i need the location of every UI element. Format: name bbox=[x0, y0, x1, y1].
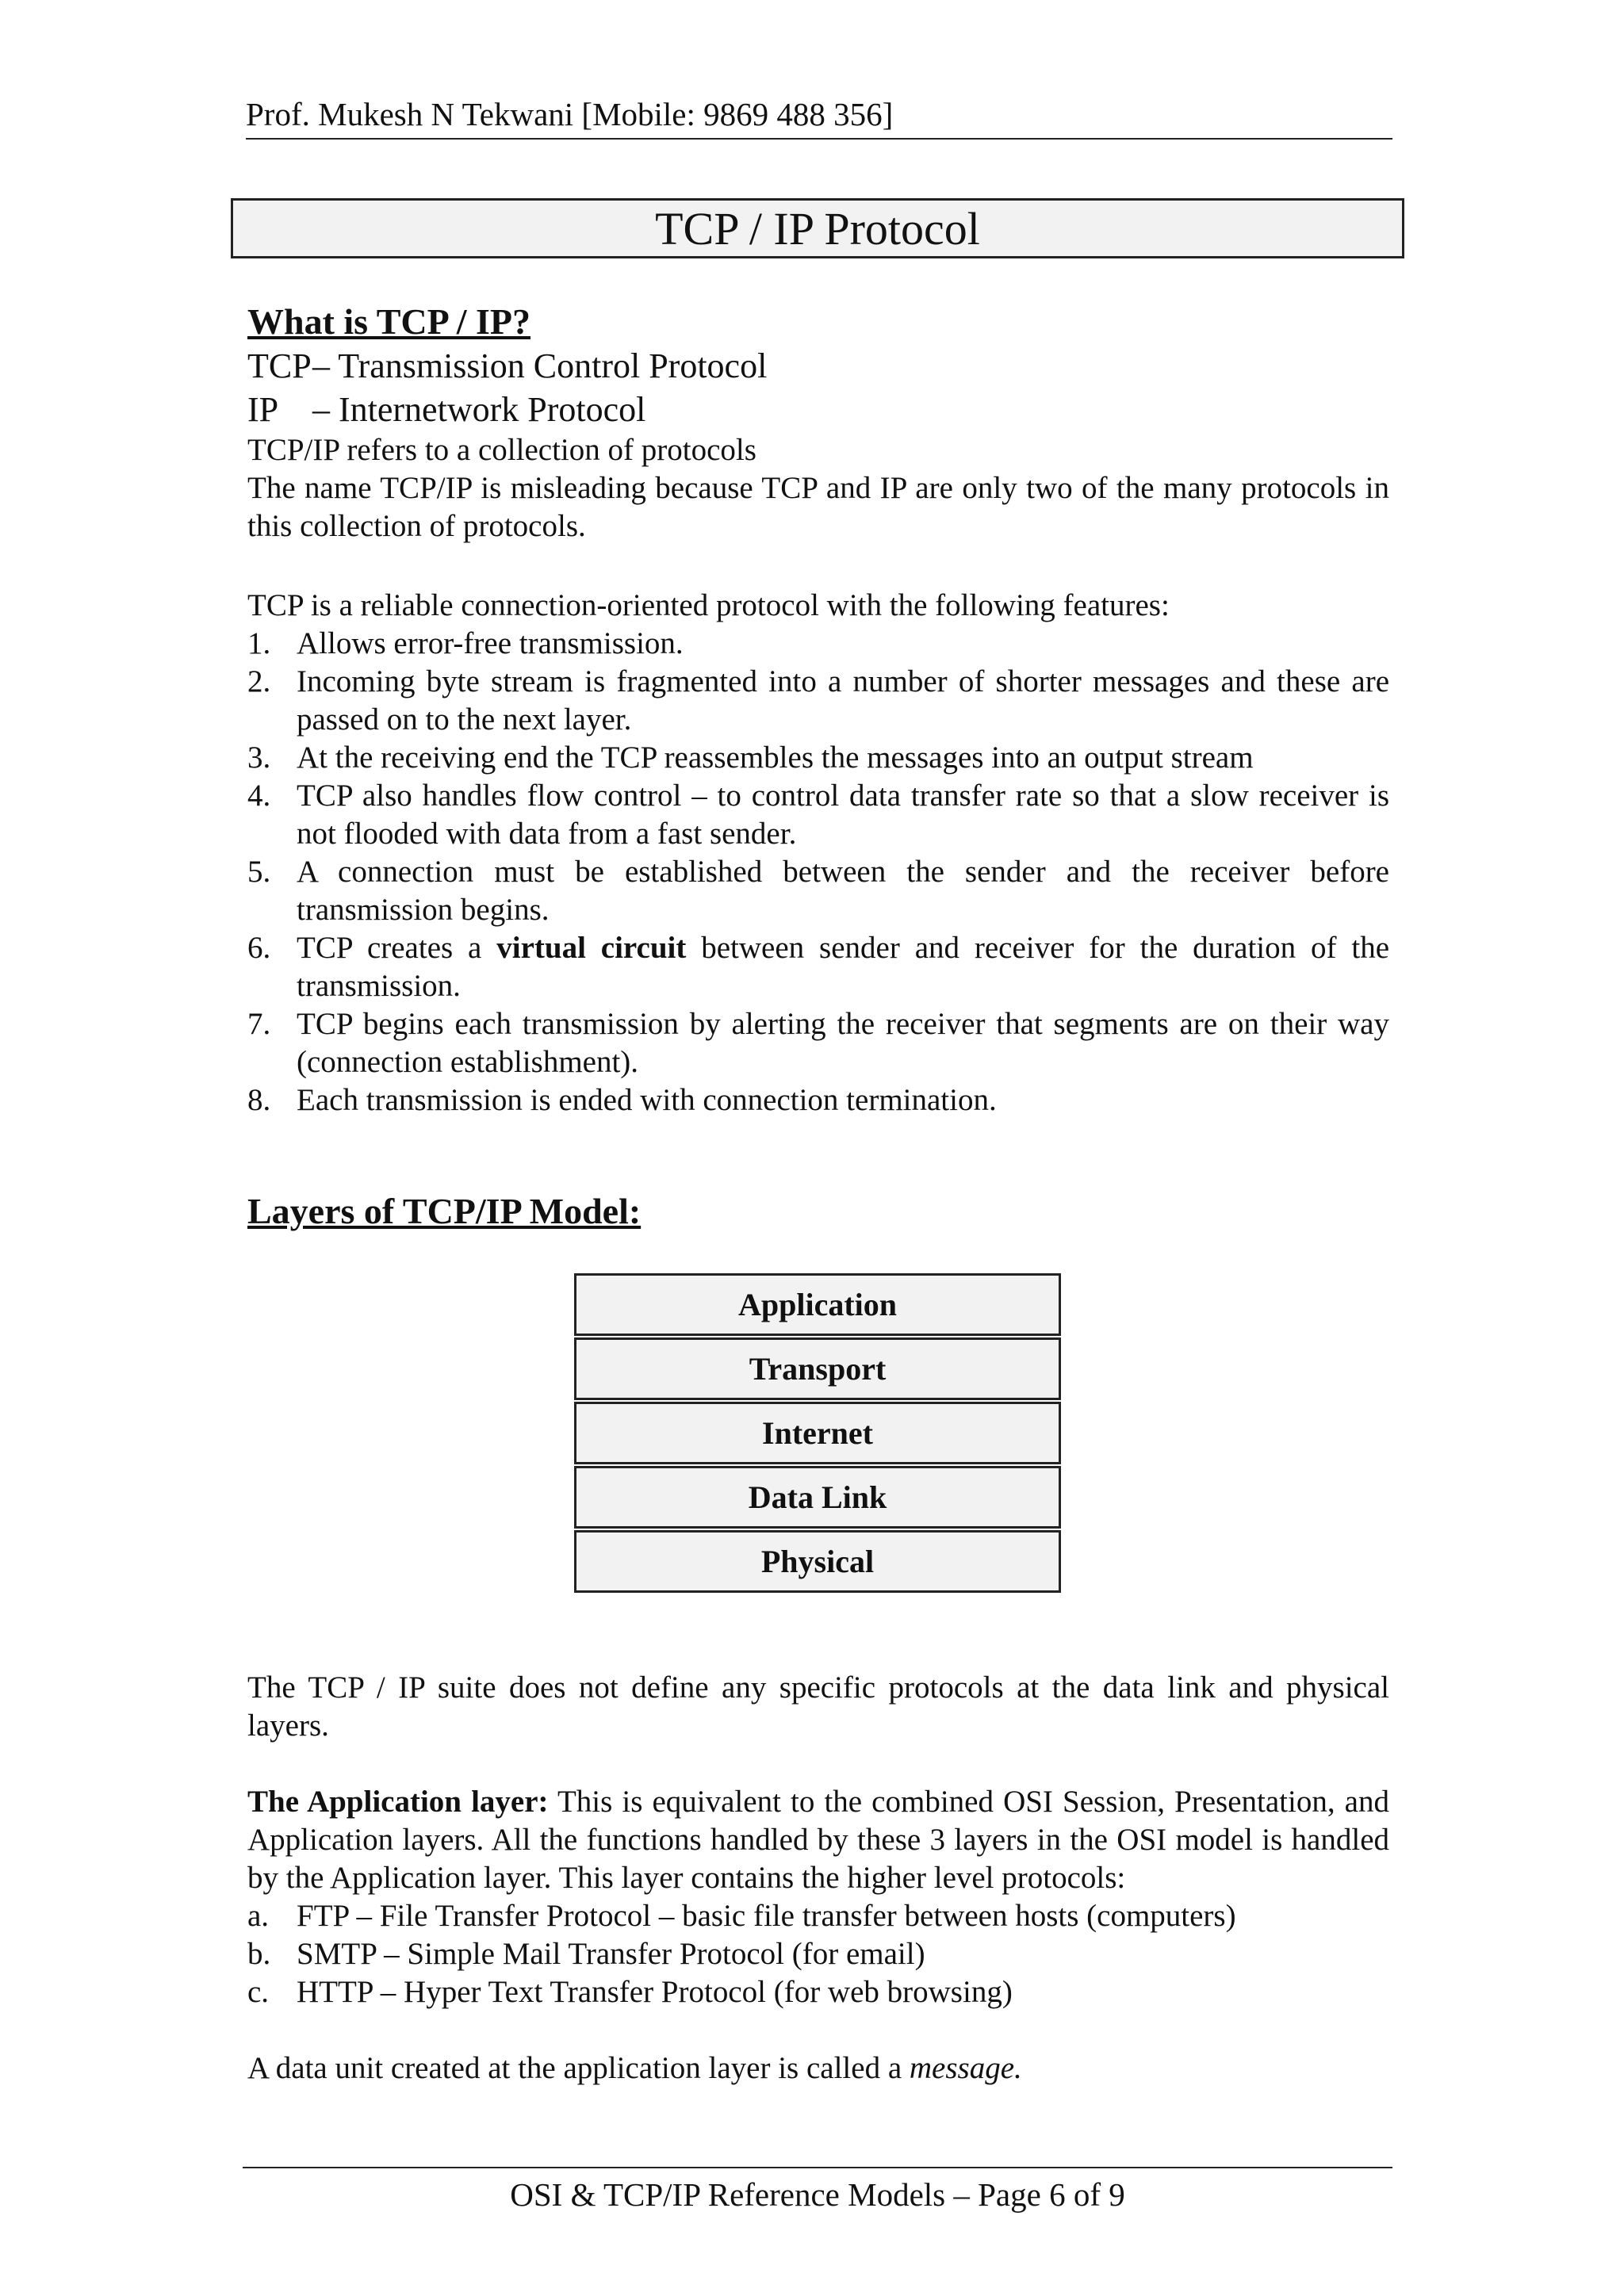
section-layers-body bbox=[247, 1669, 1389, 2087]
paragraph-tcp-reliable: TCP is a reliable connection-oriented protocol with the following features: bbox=[247, 588, 1170, 622]
protocols-list bbox=[247, 1897, 1389, 2011]
page-footer: OSI & TCP/IP Reference Models – Page 6 of 9 bbox=[243, 2167, 1392, 2221]
list-item: b. SMTP – Simple Mail Transfer Protocol (for email) bbox=[247, 1937, 925, 1971]
layer-transport: Transport bbox=[574, 1337, 1061, 1400]
ip-full: – Internetwork Protocol bbox=[312, 390, 646, 429]
layer-application: Application bbox=[574, 1273, 1061, 1336]
page-title: TCP / IP Protocol bbox=[231, 198, 1404, 258]
list-item: a. FTP – File Transfer Protocol – basic file transfer between hosts (computers) bbox=[247, 1899, 1236, 1933]
list-item: 6. TCP creates a virtual circuit between sender and receiver for the duration of the transmission. bbox=[247, 931, 1389, 1003]
list-item: c. HTTP – Hyper Text Transfer Protocol (for web browsing) bbox=[247, 1975, 1013, 2009]
paragraph-suite: The TCP / IP suite does not define any specific protocols at the data link and physical layers. bbox=[247, 1670, 1389, 1743]
list-item: 1. Allows error-free transmission. bbox=[247, 626, 684, 660]
tcp-abbr: TCP bbox=[247, 346, 312, 385]
ip-definition bbox=[247, 388, 1389, 431]
section-heading-what-is: What is TCP / IP? bbox=[247, 301, 530, 342]
layer-physical: Physical bbox=[574, 1530, 1061, 1593]
tcp-full: – Transmission Control Protocol bbox=[312, 346, 768, 385]
paragraph-message: A data unit created at the application layer is called a message. bbox=[247, 2051, 1022, 2085]
section-heading-layers: Layers of TCP/IP Model: bbox=[247, 1191, 642, 1231]
section-what-is-tcpip bbox=[247, 300, 1389, 1119]
section-layers-heading-block bbox=[247, 1189, 1389, 1234]
features-list bbox=[247, 625, 1389, 1119]
paragraph-misleading: The name TCP/IP is misleading because TCP and IP are only two of the many protocols in this collection of protocols. bbox=[247, 471, 1389, 543]
list-item: 7. TCP begins each transmission by alerting the receiver that segments are on their way (connection establishment). bbox=[247, 1007, 1389, 1079]
list-item: 8. Each transmission is ended with connection termination. bbox=[247, 1083, 997, 1117]
list-item: 4. TCP also handles flow control – to control data transfer rate so that a slow receiver is not flooded with data from a fast sender. bbox=[247, 779, 1389, 851]
layers-diagram bbox=[574, 1273, 1061, 1594]
virtual-circuit-term: virtual circuit bbox=[496, 931, 687, 965]
tcp-definition bbox=[247, 344, 1389, 388]
paragraph-collection: TCP/IP refers to a collection of protocols bbox=[247, 433, 756, 467]
message-term: message. bbox=[909, 2051, 1022, 2085]
ip-abbr: IP bbox=[247, 390, 279, 429]
paragraph-application-layer: The Application layer: This is equivalent to the combined OSI Session, Presentation, and Application layers. All the functions handled by these 3 layers in the OSI model is handled by the Application layer. This layer contains the higher level protocols: bbox=[247, 1785, 1389, 1895]
layer-data-link: Data Link bbox=[574, 1466, 1061, 1529]
list-item: 3. At the receiving end the TCP reassembles the messages into an output stream bbox=[247, 740, 1254, 775]
layer-internet: Internet bbox=[574, 1402, 1061, 1464]
list-item: 5. A connection must be established between the sender and the receiver before transmission begins. bbox=[247, 855, 1389, 927]
application-layer-label: The Application layer: bbox=[247, 1785, 549, 1819]
page-header: Prof. Mukesh N Tekwani [Mobile: 9869 488 356] bbox=[246, 94, 1392, 140]
list-item: 2. Incoming byte stream is fragmented into a number of shorter messages and these are passed on to the next layer. bbox=[247, 664, 1389, 737]
